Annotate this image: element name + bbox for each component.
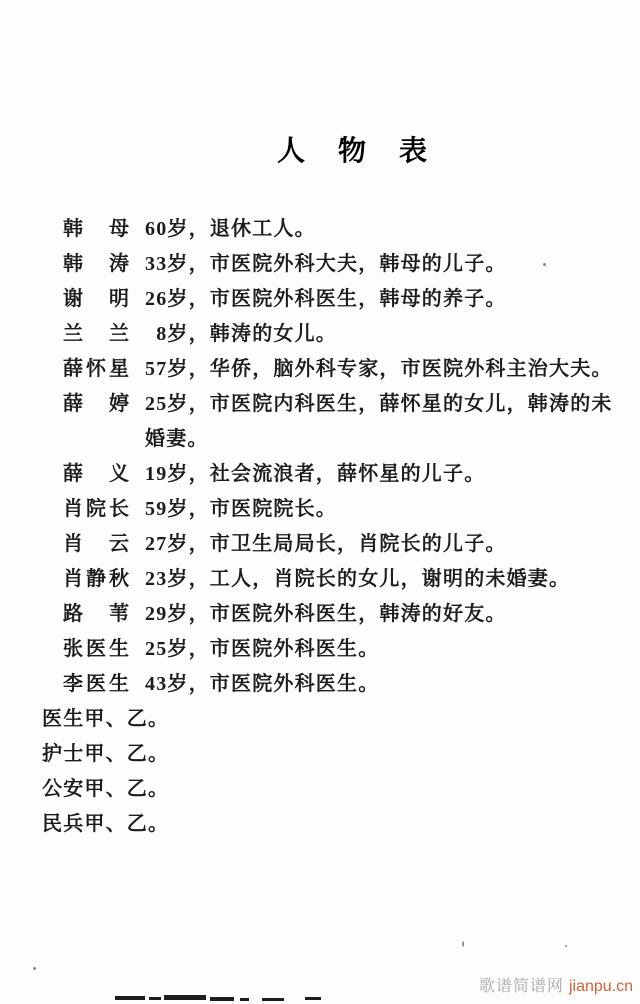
character-name: 薛婷 [63,393,129,415]
group-role-list [0,702,640,842]
description-line: 60岁，退休工人。 [145,218,316,240]
scan-edge-mark [305,997,321,1000]
character-description [145,387,613,457]
page-title: 人 物 表 [277,136,429,167]
character-description [145,352,613,387]
description-line: 25岁，市医院外科医生。 [145,638,380,660]
group-role-line: 公安甲、乙。 [42,778,170,800]
description-line: 19岁，社会流浪者，薛怀星的儿子。 [145,463,486,485]
description-line: 8岁，韩涛的女儿。 [145,323,337,345]
character-row [0,597,640,632]
character-row [0,632,640,667]
description-line: 29岁，市医院外科医生，韩涛的好友。 [145,603,507,625]
description-line: 43岁，市医院外科医生。 [145,673,380,695]
character-name: 兰兰 [63,323,129,345]
group-role-line: 护士甲、乙。 [42,743,170,765]
character-row [0,212,640,247]
character-description [145,667,379,702]
character-description [145,457,485,492]
character-description [145,597,507,632]
character-name: 韩母 [63,218,129,240]
scan-speck [33,967,36,970]
description-line: 33岁，市医院外科大夫，韩母的儿子。 [145,253,507,275]
character-name: 路苇 [63,603,129,625]
group-role-line: 民兵甲、乙。 [42,813,170,835]
character-description [145,562,570,597]
description-continuation-line: 婚妻。 [145,428,209,450]
watermark [479,977,633,997]
character-name: 肖云 [63,533,129,555]
character-row [0,387,640,457]
description-line: 23岁，工人，肖院长的女儿，谢明的未婚妻。 [145,568,571,590]
character-name: 张医生 [63,638,129,660]
character-name: 谢明 [63,288,129,310]
description-line: 25岁，市医院内科医生，薛怀星的女儿，韩涛的未 [145,393,613,415]
character-description [145,247,507,282]
character-list [0,212,640,702]
character-name: 薛义 [63,463,129,485]
description-line: 27岁，市卫生局局长，肖院长的儿子。 [145,533,507,555]
character-name: 韩涛 [63,253,129,275]
watermark-site-url: jianpu.cn [568,978,633,995]
character-row [0,562,640,597]
character-name: 薛怀星 [63,358,129,380]
group-role-line: 医生甲、乙。 [42,708,170,730]
character-row [0,282,640,317]
character-row [0,457,640,492]
character-row [0,527,640,562]
scan-speck [543,263,546,266]
character-name: 李医生 [63,673,129,695]
character-row [0,492,640,527]
scan-speck [565,945,567,947]
scan-edge-mark [164,995,206,1000]
description-line: 57岁，华侨，脑外科专家，市医院外科主治大夫。 [145,358,613,380]
scan-edge-mark [149,997,161,1000]
scan-edge-mark [115,996,145,1000]
scan-edge-mark [210,997,234,1001]
character-name: 肖院长 [63,498,129,520]
character-row [0,352,640,387]
description-line: 59岁，市医院院长。 [145,498,337,520]
scan-edge-mark [262,998,284,1001]
scan-edge-mark [240,998,249,1001]
character-row [0,317,640,352]
character-name: 肖静秋 [63,568,129,590]
character-description [145,527,507,562]
watermark-site-name: 歌谱简谱网 [478,978,564,995]
character-description [145,317,337,352]
character-description [145,632,379,667]
character-description [145,282,507,317]
character-description [145,212,316,247]
description-line: 26岁，市医院外科医生，韩母的养子。 [145,288,507,310]
character-description [145,492,337,527]
scan-speck [462,941,464,947]
character-row [0,667,640,702]
